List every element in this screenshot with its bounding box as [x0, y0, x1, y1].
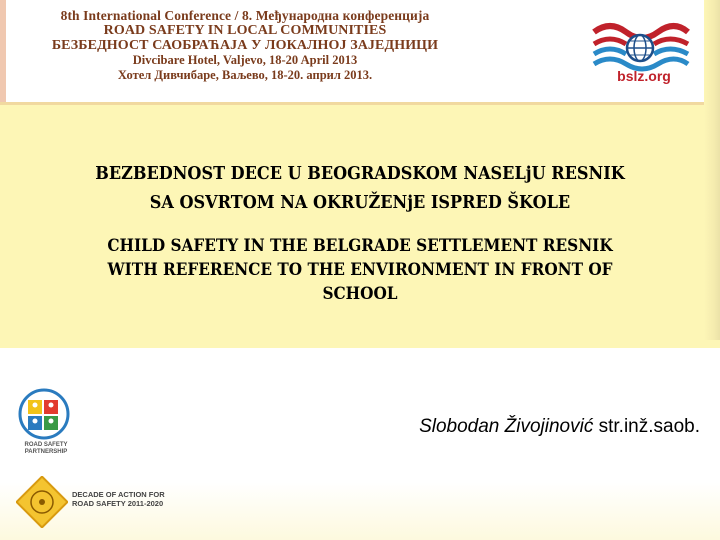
title-serbian-line1: BEZBEDNOST DECE U BEOGRADSKOM NASELjU RESNIK — [95, 164, 625, 184]
decade-label-line1: DECADE OF ACTION FOR — [72, 490, 165, 499]
right-edge-shade — [704, 0, 720, 340]
conference-venue-sr: Хотел Дивчибаре, Ваљево, 18-20. април 2013. — [117, 68, 373, 82]
decade-logo-label — [72, 490, 192, 508]
author-line — [300, 416, 700, 438]
author-title: str.inž.saob. — [593, 416, 700, 437]
conference-header — [0, 0, 720, 104]
title-serbian-line2: SA OSVRTOM NA OKRUŽENjE ISPRED ŠKOLE — [149, 193, 571, 213]
conference-name-en: ROAD SAFETY IN LOCAL COMMUNITIES — [103, 23, 387, 38]
decade-label-line2: ROAD SAFETY 2011-2020 — [72, 499, 164, 508]
author-name: Slobodan Živojinović — [419, 416, 594, 437]
conference-name-sr: БЕЗБЕДНОСТ САОБРАЋАЈА У ЛОКАЛНОЈ ЗАЈЕДНИЦИ — [51, 38, 439, 53]
conference-title-line: 8th International Conference / 8. Међународна конференција — [60, 8, 430, 23]
footer-panel — [0, 348, 720, 540]
bslz-url: bslz.org — [617, 68, 671, 84]
title-english-line2: WITH REFERENCE TO THE ENVIRONMENT IN FRONT OF — [107, 260, 613, 280]
title-english-line3: SCHOOL — [322, 284, 398, 304]
partner-label-line2: PARTNERSHIP — [24, 449, 68, 455]
title-english — [63, 234, 657, 306]
decade-of-action-logo-icon — [16, 476, 68, 528]
conference-venue-en: Divcibare Hotel, Valjevo, 18-20 April 2013 — [132, 53, 358, 67]
conference-info — [10, 8, 480, 83]
title-serbian — [66, 160, 655, 218]
header-accent-bar — [0, 0, 6, 104]
partner-label-line1: ROAD SAFETY — [24, 442, 68, 448]
header-divider — [0, 102, 720, 105]
title-english-line1: CHILD SAFETY IN THE BELGRADE SETTLEMENT RESNIK — [107, 236, 613, 256]
partner-logo-label — [6, 442, 86, 456]
